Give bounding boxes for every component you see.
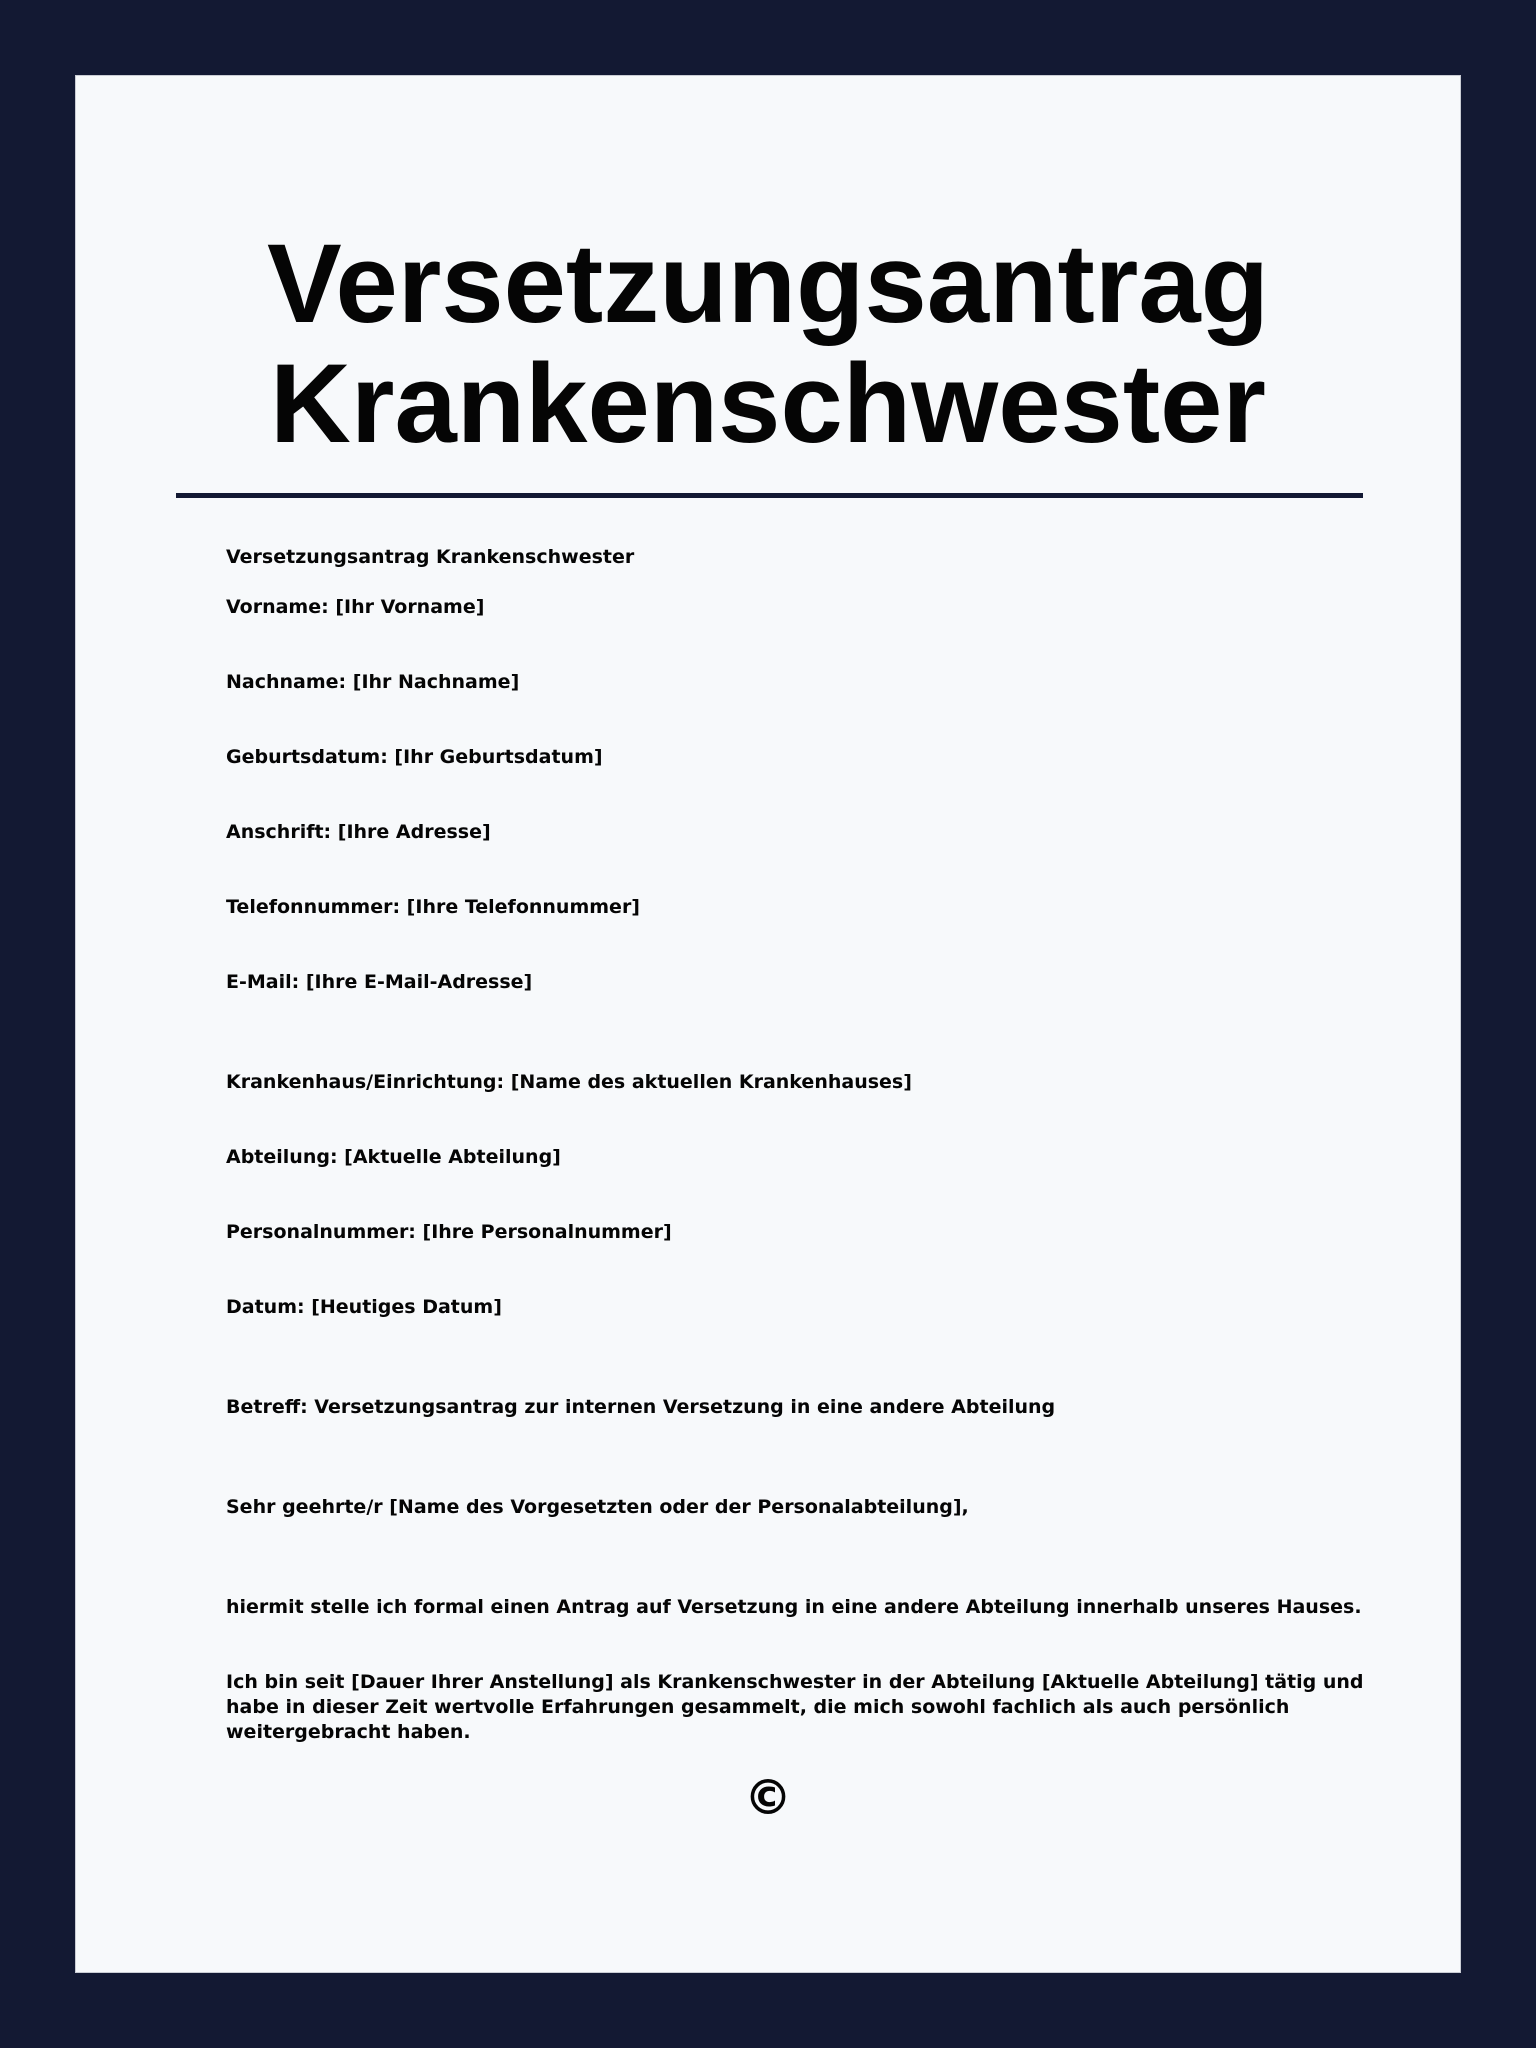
field-geburtsdatum: Geburtsdatum: [Ihr Geburtsdatum] — [226, 746, 603, 768]
letter-paragraph-1: hiermit stelle ich formal einen Antrag auf Versetzung in eine andere Abteilung innerhalb unseres Hauses. — [226, 1596, 1362, 1618]
copyright-icon: © — [744, 1770, 792, 1826]
field-krankenhaus: Krankenhaus/Einrichtung: [Name des aktuellen Krankenhauses] — [226, 1071, 912, 1093]
field-nachname: Nachname: [Ihr Nachname] — [226, 671, 520, 693]
letter-salutation: Sehr geehrte/r [Name des Vorgesetzten oder der Personalabteilung], — [226, 1496, 969, 1518]
field-email: E-Mail: [Ihre E-Mail-Adresse] — [226, 971, 533, 993]
title-divider — [176, 493, 1363, 498]
field-anschrift: Anschrift: [Ihre Adresse] — [226, 821, 491, 843]
field-vorname: Vorname: [Ihr Vorname] — [226, 596, 485, 618]
letter-paragraph-2: Ich bin seit [Dauer Ihrer Anstellung] als Krankenschwester in der Abteilung [Aktuelle Abteilung] tätig und habe in dieser Zeit wertvolle Erfahrungen gesammelt, die mich sowohl fachlich als auch persönlich weitergebracht haben. — [226, 1671, 1364, 1743]
letter-subtitle: Versetzungsantrag Krankenschwester — [226, 546, 635, 568]
document-page — [75, 75, 1461, 1973]
field-datum: Datum: [Heutiges Datum] — [226, 1296, 502, 1318]
document-title — [76, 221, 1460, 466]
field-telefonnummer: Telefonnummer: [Ihre Telefonnummer] — [226, 896, 640, 918]
field-abteilung: Abteilung: [Aktuelle Abteilung] — [226, 1146, 561, 1168]
title-line-1: Versetzungsantrag — [266, 221, 1270, 346]
letter-subject: Betreff: Versetzungsantrag zur internen Versetzung in eine andere Abteilung — [226, 1396, 1056, 1418]
title-line-2: Krankenschwester — [269, 341, 1267, 466]
field-personalnummer: Personalnummer: [Ihre Personalnummer] — [226, 1221, 672, 1243]
